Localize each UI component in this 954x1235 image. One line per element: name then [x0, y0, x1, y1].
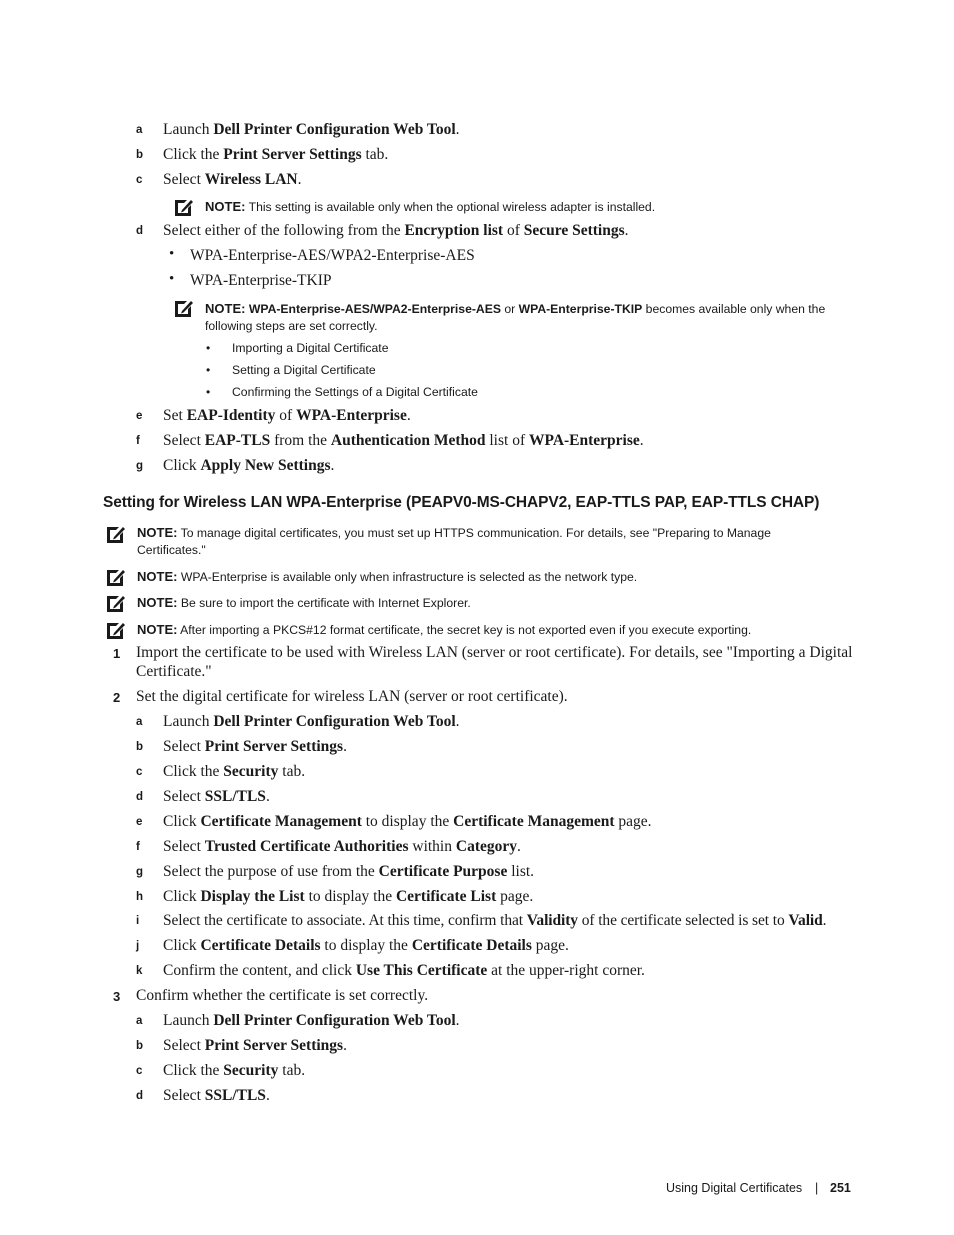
note-internet-explorer: NOTE: Be sure to import the certificate with Internet Explorer. — [137, 595, 471, 610]
note-pencil-icon — [105, 593, 127, 613]
footer-separator: | — [815, 1181, 819, 1195]
note-pencil-icon — [173, 197, 195, 217]
note-pkcs12: NOTE: After importing a PKCS#12 format certificate, the secret key is not exported even if you execute exporting. — [137, 622, 752, 637]
note-infrastructure: NOTE: WPA-Enterprise is available only when infrastructure is selected as the network type. — [137, 569, 638, 584]
note-https: NOTE: To manage digital certificates, you must set up HTTPS communication. For details, see "Preparing to Manage Certificates." — [137, 525, 771, 557]
page-number: 251 — [830, 1181, 851, 1195]
note-pencil-icon — [105, 620, 127, 640]
note-encryption-availability: NOTE: WPA-Enterprise-AES/WPA2-Enterprise-AES or WPA-Enterprise-TKIP becomes available only when the following steps are set correctly. — [205, 301, 826, 333]
note-pencil-icon — [105, 524, 127, 544]
section-heading: Setting for Wireless LAN WPA-Enterprise (PEAPV0-MS-CHAPV2, EAP-TTLS PAP, EAP-TTLS CHAP) — [103, 494, 820, 511]
note-wireless-adapter: NOTE: This setting is available only when the optional wireless adapter is installed. — [205, 199, 656, 214]
note-pencil-icon — [105, 567, 127, 587]
footer-section-title: Using Digital Certificates — [666, 1181, 803, 1195]
note-pencil-icon — [173, 298, 195, 318]
